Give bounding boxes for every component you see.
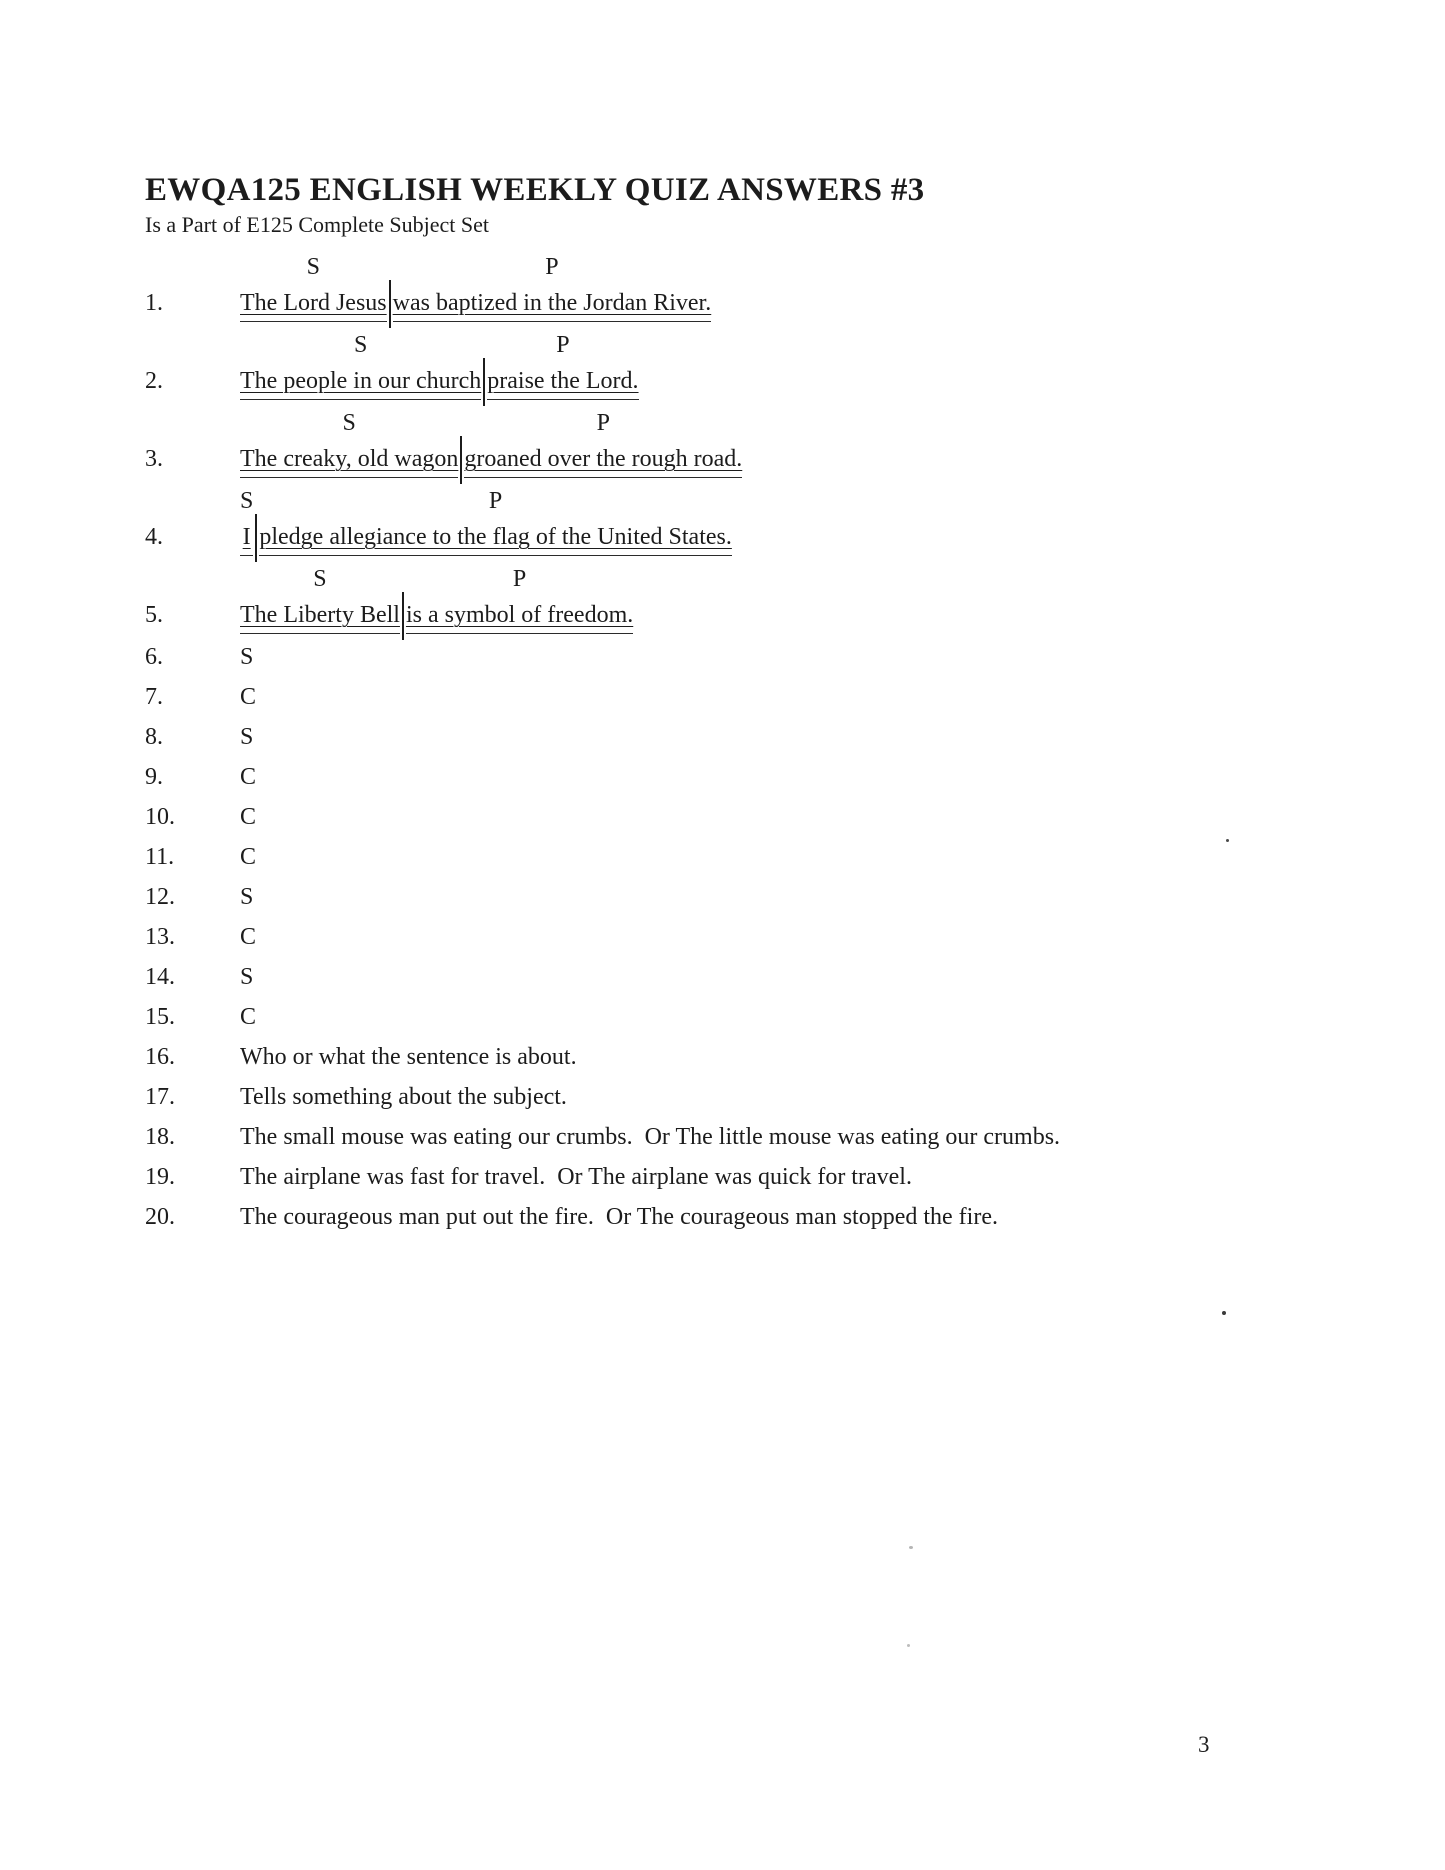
answer-row-13 [145,922,1325,952]
subject-predicate-divider [389,280,391,328]
item-number: 19. [145,1164,175,1190]
answer-row-9 [145,762,1325,792]
answer-row-4 [145,486,1325,556]
answer-row-17 [145,1082,1325,1112]
answer-text: S [240,884,254,910]
answer-row-8 [145,722,1325,752]
diagrammed-sentence [240,252,711,322]
subject-label: S [342,410,356,436]
answer-text: C [240,924,257,950]
answer-row-19 [145,1162,1325,1192]
subject-text: The creaky, old wagon [240,444,458,478]
item-number: 8. [145,724,163,750]
predicate-segment [487,330,638,400]
answer-row-7 [145,682,1325,712]
predicate-label: P [596,410,610,436]
answer-row-11 [145,842,1325,872]
subject-segment [240,486,253,556]
diagrammed-sentence [240,564,633,634]
subject-label: S [240,488,254,514]
item-number: 15. [145,1004,175,1030]
subject-text: The Liberty Bell [240,600,400,634]
subject-segment [240,252,387,322]
answer-row-2 [145,330,1325,400]
subject-segment [240,564,400,634]
item-number: 12. [145,884,175,910]
answer-text: C [240,764,257,790]
subject-text: The people in our church [240,366,481,400]
answer-text: S [240,644,254,670]
answer-text: The small mouse was eating our crumbs. Or The little mouse was eating our crumbs. [240,1124,1061,1150]
predicate-segment [406,564,633,634]
subject-predicate-divider [255,514,257,562]
predicate-text: is a symbol of freedom. [406,600,633,634]
page-title: EWQA125 ENGLISH WEEKLY QUIZ ANSWERS #3 [145,172,925,208]
answer-text: S [240,724,254,750]
answer-text: C [240,804,257,830]
item-number: 17. [145,1084,175,1110]
answer-row-14 [145,962,1325,992]
subject-text: I [240,522,253,556]
diagrammed-sentence [240,486,732,556]
subject-label: S [306,254,320,280]
document-content [145,170,1325,1242]
subject-predicate-divider [460,436,462,484]
answer-row-5 [145,564,1325,634]
item-number: 14. [145,964,175,990]
subject-segment [240,408,458,478]
scan-speck [1226,839,1229,842]
predicate-text: was baptized in the Jordan River. [393,288,712,322]
answer-text: The airplane was fast for travel. Or The airplane was quick for travel. [240,1164,912,1190]
item-number: 18. [145,1124,175,1150]
subject-predicate-divider [483,358,485,406]
predicate-text: groaned over the rough road. [464,444,742,478]
predicate-segment [464,408,742,478]
page-subtitle: Is a Part of E125 Complete Subject Set [145,212,489,237]
subject-predicate-divider [402,592,404,640]
predicate-text: praise the Lord. [487,366,638,400]
answer-row-12 [145,882,1325,912]
item-number: 20. [145,1204,175,1230]
item-number: 16. [145,1044,175,1070]
subject-segment [240,330,481,400]
predicate-label: P [556,332,570,358]
item-number: 13. [145,924,175,950]
answer-list [145,252,1325,1232]
answer-row-3 [145,408,1325,478]
answer-text: S [240,964,254,990]
answer-row-6 [145,642,1325,672]
answer-row-20 [145,1202,1325,1232]
answer-row-10 [145,802,1325,832]
scan-speck [1222,1311,1226,1315]
predicate-label: P [545,254,559,280]
predicate-label: P [512,566,527,592]
subject-text: The Lord Jesus [240,288,387,322]
answer-text: C [240,1004,257,1030]
subject-label: S [353,332,368,358]
answer-row-15 [145,1002,1325,1032]
scan-speck [907,1644,910,1647]
item-number: 4. [145,524,163,550]
answer-text: C [240,844,257,870]
item-number: 3. [145,446,163,472]
predicate-text: pledge allegiance to the flag of the United States. [259,522,732,556]
predicate-segment [259,486,732,556]
item-number: 6. [145,644,163,670]
item-number: 10. [145,804,175,830]
answer-text: Who or what the sentence is about. [240,1044,577,1070]
item-number: 9. [145,764,163,790]
answer-row-16 [145,1042,1325,1072]
answer-row-1 [145,252,1325,322]
page-number: 3 [1198,1732,1210,1757]
predicate-segment [393,252,712,322]
subject-label: S [313,566,327,592]
answer-text: Tells something about the subject. [240,1084,567,1110]
item-number: 1. [145,290,163,316]
scan-speck [909,1546,913,1549]
item-number: 2. [145,368,163,394]
item-number: 7. [145,684,163,710]
diagrammed-sentence [240,408,742,478]
diagrammed-sentence [240,330,639,400]
item-number: 5. [145,602,163,628]
predicate-label: P [488,488,503,514]
item-number: 11. [145,844,175,870]
answer-text: The courageous man put out the fire. Or The courageous man stopped the fire. [240,1204,998,1230]
answer-text: C [240,684,257,710]
answer-row-18 [145,1122,1325,1152]
